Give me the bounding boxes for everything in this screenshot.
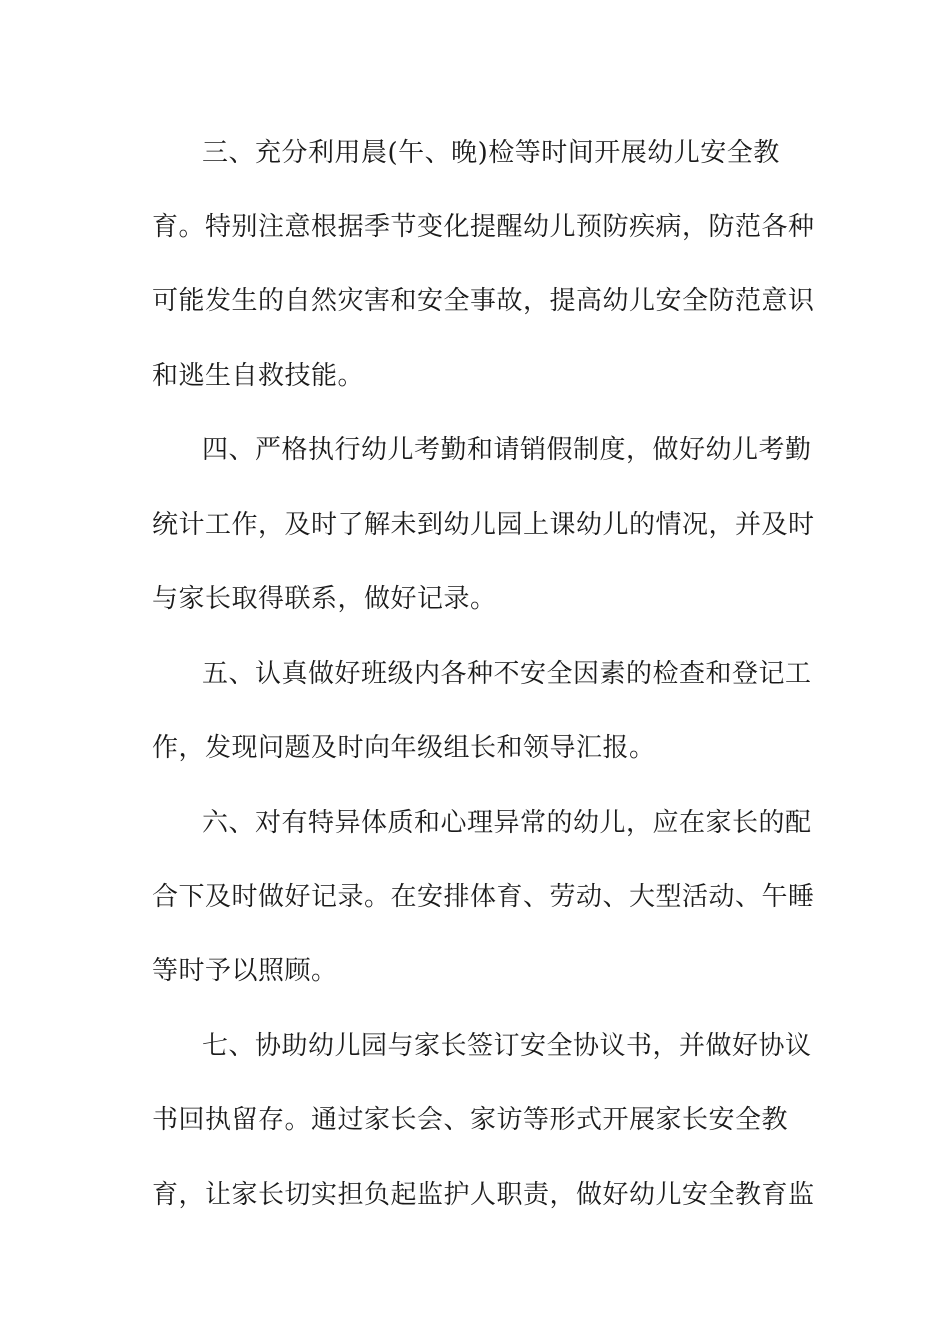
paragraph-6-line-3: 等时予以照顾。 bbox=[152, 956, 338, 986]
paragraph-4-line-1: 四、严格执行幼儿考勤和请销假制度，做好幼儿考勤 bbox=[202, 435, 812, 465]
paragraph-3-line-1: 三、充分利用晨(午、晚)检等时间开展幼儿安全教 bbox=[202, 138, 780, 168]
paragraph-3-line-2: 育。特别注意根据季节变化提醒幼儿预防疾病，防范各种 bbox=[152, 212, 815, 242]
paragraph-7-line-1: 七、协助幼儿园与家长签订安全协议书，并做好协议 bbox=[202, 1031, 812, 1061]
paragraph-4-line-2: 统计工作，及时了解未到幼儿园上课幼儿的情况，并及时 bbox=[152, 510, 815, 540]
paragraph-3-line-4: 和逃生自救技能。 bbox=[152, 361, 365, 391]
paragraph-7-line-2: 书回执留存。通过家长会、家访等形式开展家长安全教 bbox=[152, 1105, 789, 1135]
paragraph-4-line-3: 与家长取得联系，做好记录。 bbox=[152, 584, 497, 614]
paragraph-6-line-1: 六、对有特异体质和心理异常的幼儿，应在家长的配 bbox=[202, 808, 812, 838]
paragraph-6-line-2: 合下及时做好记录。在安排体育、劳动、大型活动、午睡 bbox=[152, 882, 815, 912]
paragraph-5-line-2: 作，发现问题及时向年级组长和领导汇报。 bbox=[152, 733, 656, 763]
paragraph-5-line-1: 五、认真做好班级内各种不安全因素的检查和登记工 bbox=[202, 659, 812, 689]
paragraph-3-line-3: 可能发生的自然灾害和安全事故，提高幼儿安全防范意识 bbox=[152, 286, 815, 316]
paragraph-7-line-3: 育，让家长切实担负起监护人职责，做好幼儿安全教育监 bbox=[152, 1180, 815, 1210]
